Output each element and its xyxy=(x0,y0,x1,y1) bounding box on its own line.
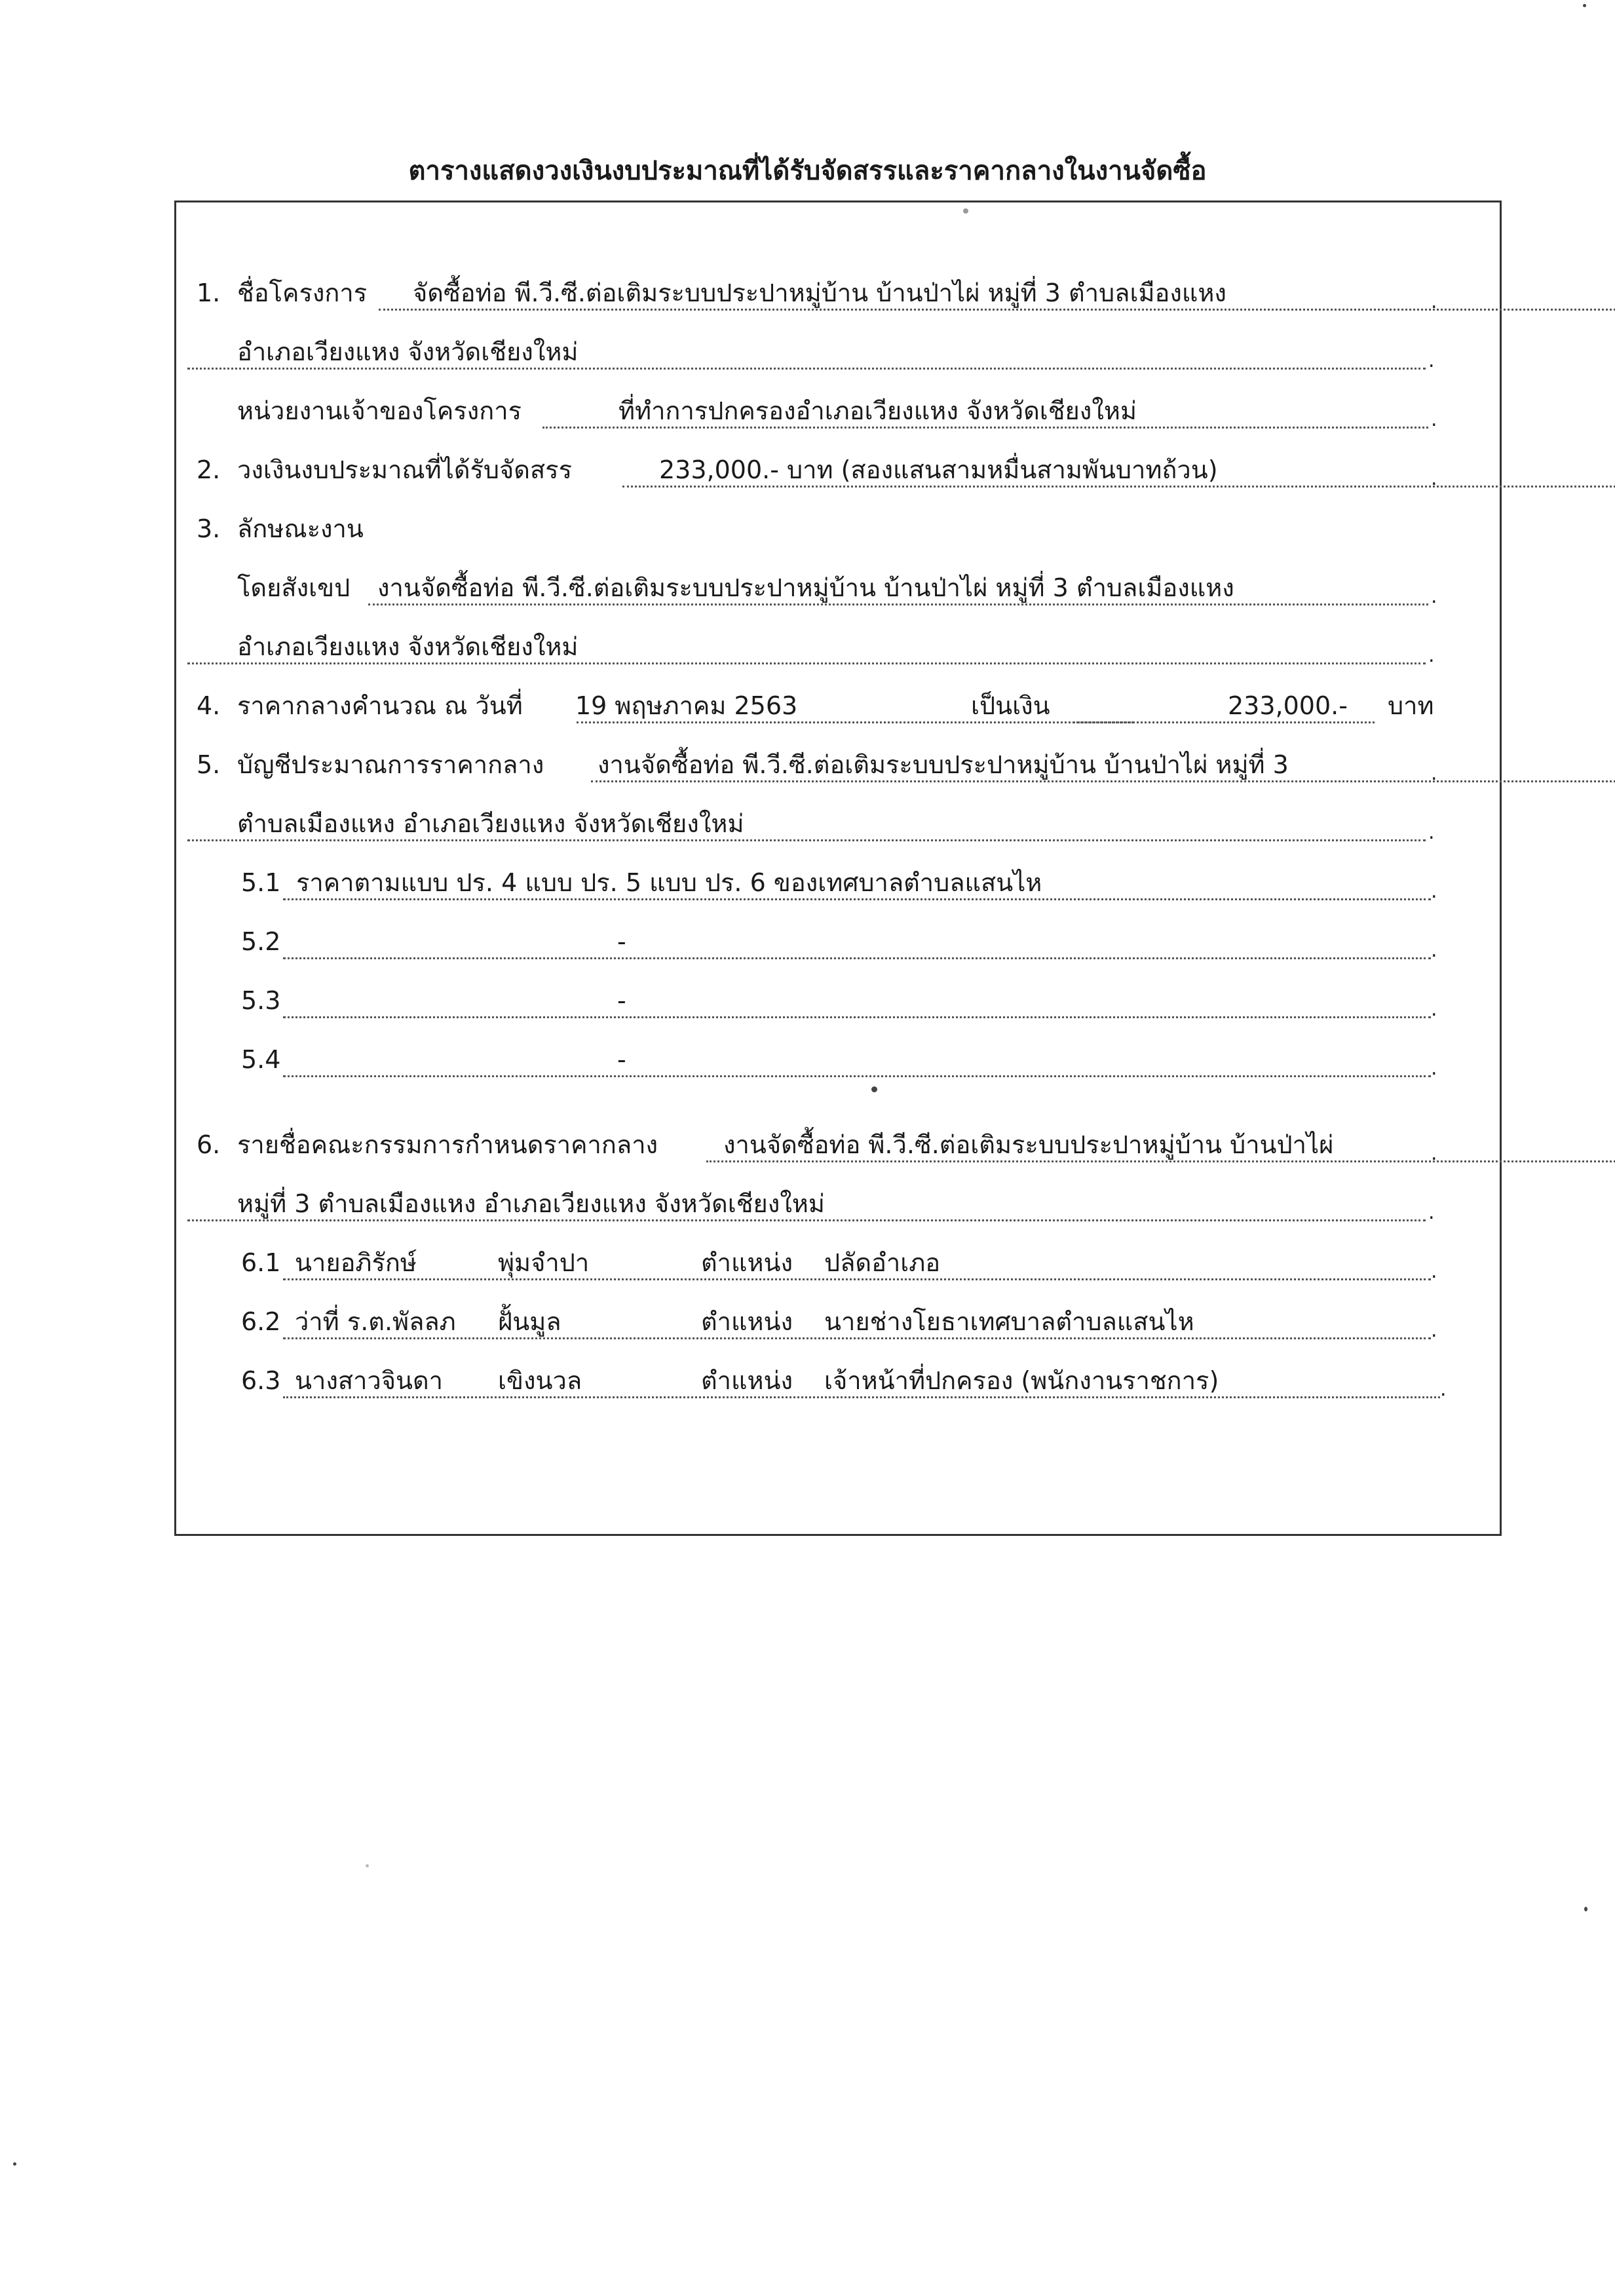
s4-number: 4. xyxy=(197,691,221,720)
member-name: ว่าที่ ร.ต.พัลลภ xyxy=(295,1307,456,1336)
member-number: 6.1 xyxy=(241,1248,281,1277)
s6-member-2: 6.2 ว่าที่ ร.ต.พัลลภ ฝั้นมูล ตำแหน่ง นายช่างโยธาเทศบาลตำบลแสนไห . xyxy=(241,1307,1437,1342)
s2-line: 2. วงเงินงบประมาณที่ได้รับจัดสรร 233,000.- บาท (สองแสนสามหมื่นสามพันบาทถ้วน) . xyxy=(197,450,1441,489)
member-surname: เขิงนวล xyxy=(498,1366,582,1395)
s6-line2: หมู่ที่ 3 ตำบลเมืองแหง อำเภอเวียงแหง จังหวัดเชียงใหม่ . xyxy=(187,1183,1432,1223)
scan-speck xyxy=(1584,1907,1587,1911)
s2-label: วงเงินงบประมาณที่ได้รับจัดสรร xyxy=(237,455,572,484)
s6-member-1: 6.1 นายอภิรักษ์ พุ่มจำปา ตำแหน่ง ปลัดอำเภอ . xyxy=(241,1248,1437,1283)
member-name: นางสาวจินดา xyxy=(295,1366,443,1395)
member-surname: ฝั้นมูล xyxy=(498,1307,561,1336)
s1-owner-label: หน่วยงานเจ้าของโครงการ xyxy=(237,396,522,425)
s5-item-number: 5.1 xyxy=(241,868,281,897)
s3-line3: อำเภอเวียงแหง จังหวัดเชียงใหม่ . xyxy=(187,626,1432,666)
s1-line1: 1. ชื่อโครงการ จัดซื้อท่อ พี.วี.ซี.ต่อเติมระบบประปาหมู่บ้าน บ้านป่าไผ่ หมู่ที่ 3 ตำบลเมืองแหง . xyxy=(197,273,1441,312)
s4-amount: 233,000.- xyxy=(1228,691,1348,720)
s5-description: งานจัดซื้อท่อ พี.วี.ซี.ต่อเติมระบบประปาหมู่บ้าน บ้านป่าไผ่ หมู่ที่ 3 xyxy=(598,750,1289,779)
s5-item-text: ราคาตามแบบ ปร. 4 แบบ ปร. 5 แบบ ปร. 6 ของเทศบาลตำบลแสนไห xyxy=(296,868,1042,897)
s4-money-label: เป็นเงิน xyxy=(971,691,1050,720)
document-title: ตารางแสดงวงเงินงบประมาณที่ได้รับจัดสรรและราคากลางในงานจัดซื้อ xyxy=(408,156,1207,186)
s3-description-cont: อำเภอเวียงแหง จังหวัดเชียงใหม่ xyxy=(237,632,579,661)
s3-line2: โดยสังเขป งานจัดซื้อท่อ พี.วี.ซี.ต่อเติมระบบประปาหมู่บ้าน บ้านป่าไผ่ หมู่ที่ 3 ตำบลเมืองแหง . xyxy=(237,573,1437,608)
scan-speck xyxy=(963,208,968,214)
s5-description-cont: ตำบลเมืองแหง อำเภอเวียงแหง จังหวัดเชียงใหม่ xyxy=(237,809,744,838)
s5-item-2: 5.2 - . xyxy=(241,927,1437,962)
s2-budget-value: 233,000.- บาท (สองแสนสามหมื่นสามพันบาทถ้วน) xyxy=(659,455,1218,484)
s5-item-number: 5.2 xyxy=(241,927,281,956)
s3-number: 3. xyxy=(197,514,221,543)
s6-number: 6. xyxy=(197,1130,221,1159)
s6-member-3: 6.3 นางสาวจินดา เขิงนวล ตำแหน่ง เจ้าหน้าที่ปกครอง (พนักงานราชการ) . xyxy=(241,1366,1447,1401)
s4-unit: บาท xyxy=(1388,691,1434,720)
s3-label: ลักษณะงาน xyxy=(237,514,364,543)
s1-owner-line: หน่วยงานเจ้าของโครงการ ที่ทำการปกครองอำเภอเวียงแหง จังหวัดเชียงใหม่ . xyxy=(237,396,1437,431)
member-position-label: ตำแหน่ง xyxy=(701,1248,793,1277)
member-name: นายอภิรักษ์ xyxy=(295,1248,417,1277)
s6-description-cont: หมู่ที่ 3 ตำบลเมืองแหง อำเภอเวียงแหง จังหวัดเชียงใหม่ xyxy=(237,1189,825,1218)
s5-item-number: 5.4 xyxy=(241,1045,281,1074)
member-position: เจ้าหน้าที่ปกครอง (พนักงานราชการ) xyxy=(824,1366,1219,1395)
member-number: 6.2 xyxy=(241,1307,281,1336)
s5-label: บัญชีประมาณการราคากลาง xyxy=(237,750,544,779)
s5-line1: 5. บัญชีประมาณการราคากลาง งานจัดซื้อท่อ พี.วี.ซี.ต่อเติมระบบประปาหมู่บ้าน บ้านป่าไผ่ หมู่ที่ 3 . xyxy=(197,744,1441,784)
s3-line1 xyxy=(197,508,1441,548)
s5-item-text: - xyxy=(617,927,626,956)
s4-line xyxy=(197,685,1454,725)
s3-description: งานจัดซื้อท่อ พี.วี.ซี.ต่อเติมระบบประปาหมู่บ้าน บ้านป่าไผ่ หมู่ที่ 3 ตำบลเมืองแหง xyxy=(377,573,1234,602)
s5-item-number: 5.3 xyxy=(241,986,281,1015)
s5-number: 5. xyxy=(197,750,221,779)
scan-speck xyxy=(366,1864,369,1867)
member-position-label: ตำแหน่ง xyxy=(701,1307,793,1336)
s1-label: ชื่อโครงการ xyxy=(237,278,368,307)
s1-project-name: จัดซื้อท่อ พี.วี.ซี.ต่อเติมระบบประปาหมู่บ้าน บ้านป่าไผ่ หมู่ที่ 3 ตำบลเมืองแหง xyxy=(413,278,1226,307)
s5-item-4: 5.4 - . xyxy=(241,1045,1437,1080)
member-position: นายช่างโยธาเทศบาลตำบลแสนไห xyxy=(824,1307,1194,1336)
s1-line2: อำเภอเวียงแหง จังหวัดเชียงใหม่ . xyxy=(187,332,1432,371)
s5-item-1: 5.1 ราคาตามแบบ ปร. 4 แบบ ปร. 5 แบบ ปร. 6 ของเทศบาลตำบลแสนไห . xyxy=(241,868,1437,903)
s5-line2: ตำบลเมืองแหง อำเภอเวียงแหง จังหวัดเชียงใหม่ . xyxy=(187,803,1432,843)
s1-project-name-cont: อำเภอเวียงแหง จังหวัดเชียงใหม่ xyxy=(237,337,579,366)
member-position: ปลัดอำเภอ xyxy=(824,1248,941,1277)
s5-item-3: 5.3 - . xyxy=(241,986,1437,1021)
s6-description: งานจัดซื้อท่อ พี.วี.ซี.ต่อเติมระบบประปาหมู่บ้าน บ้านป่าไผ่ xyxy=(723,1130,1334,1159)
s1-number: 1. xyxy=(197,278,221,307)
s5-item-text: - xyxy=(617,1045,626,1074)
member-number: 6.3 xyxy=(241,1366,281,1395)
s4-date: 19 พฤษภาคม 2563 xyxy=(575,691,798,720)
s1-owner-value: ที่ทำการปกครองอำเภอเวียงแหง จังหวัดเชียงใหม่ xyxy=(618,396,1137,425)
s6-label: รายชื่อคณะกรรมการกำหนดราคากลาง xyxy=(237,1130,658,1159)
s6-line1: 6. รายชื่อคณะกรรมการกำหนดราคากลาง งานจัดซื้อท่อ พี.วี.ซี.ต่อเติมระบบประปาหมู่บ้าน บ้านป่าไผ่ . xyxy=(197,1124,1441,1164)
member-position-label: ตำแหน่ง xyxy=(701,1366,793,1395)
member-surname: พุ่มจำปา xyxy=(498,1248,590,1277)
scan-speck xyxy=(1583,4,1586,7)
s3-sub-label: โดยสังเขป xyxy=(237,573,351,602)
s4-label: ราคากลางคำนวณ ณ วันที่ xyxy=(237,691,523,720)
scan-speck xyxy=(13,2162,16,2166)
scan-speck xyxy=(871,1086,877,1092)
s2-number: 2. xyxy=(197,455,221,484)
s5-item-text: - xyxy=(617,986,626,1015)
